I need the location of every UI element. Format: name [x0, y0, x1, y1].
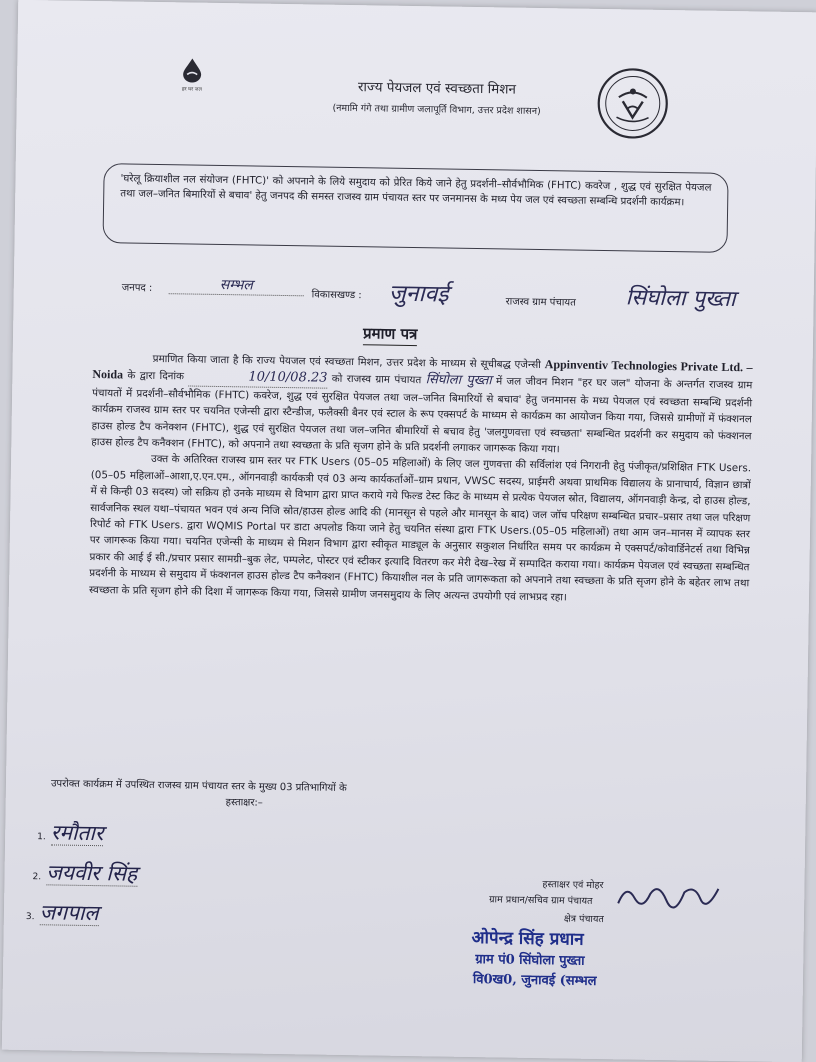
header-title: राज्य पेयजल एवं स्वच्छता मिशन: [357, 79, 517, 98]
programme-description-box: 'घरेलू क्रियाशील नल संयोजन (FHTC)' को अपनाने के लिये समुदाय को प्रेरित किये जाने हेतु प्रदर्शनी–सौर्वभौमिक (FHTC) कवरेज , शुद्ध एवं सुरक्षित पेयजल तथा जल–जनित बिमारियों से बचाव' हेतु जनपद की समस्त राजस्व ग्राम पंचायत स्तर पर जनमानस के मध्य पेय जल एवं स्वच्छता सम्बन्धि प्रदर्शनी कार्यक्रम।: [102, 163, 728, 253]
agency-name: Appinventiv Technologies Private Ltd. – Noida: [92, 357, 753, 382]
signature-number: 2.: [32, 872, 42, 883]
certificate-body: [89, 349, 753, 608]
signatures-intro-sub: हस्ताक्षर:–: [225, 797, 263, 809]
signature-name: जगपाल: [39, 900, 99, 926]
signatures-intro: [51, 776, 511, 815]
block-label: विकासखण्ड :: [311, 289, 362, 302]
water-drop-icon: [181, 57, 203, 83]
logo-tagline: हर घर जल: [181, 86, 202, 93]
body-gp-prefix: को राजस्व ग्राम पंचायत: [331, 373, 422, 387]
signature-2: [32, 858, 292, 890]
stamp-line-3: वि0ख0, जुनावई (सम्भल: [472, 972, 597, 989]
body-date-prefix: के द्वारा दिनांक: [127, 369, 185, 383]
gram-panchayat-value: सिंघोला पुख्ता: [625, 285, 736, 313]
body-intro: प्रमाणित किया जाता है कि राज्य पेयजल एवं स्वच्छता मिशन, उत्तर प्रदेश के माध्यम से सूचीबद्ध एजेन्सी: [152, 352, 541, 372]
signatures-intro-text: उपरोक्त कार्यक्रम में उपस्थित राजस्व ग्राम पंचायत स्तर के मुख्य 03 प्रतिभागियों के: [50, 778, 347, 795]
block-value: जुनावई: [388, 280, 449, 308]
stamp-label-2: ग्राम प्रधान/सचिव ग्राम पंचायत: [489, 894, 593, 907]
signature-name: रमौतार: [50, 820, 104, 846]
district-value: सम्भल: [169, 274, 304, 296]
signature-1: [37, 818, 267, 850]
certificate-page: [2, 0, 816, 1062]
signature-3: [26, 898, 256, 930]
header-subtitle: (नमामि गंगे तथा ग्रामीण जलापूर्ति विभाग, उत्तर प्रदेश शासन): [332, 102, 541, 118]
stamp-label-1: हस्ताक्षर एवं मोहर: [542, 879, 604, 892]
pradhan-signature-icon: [614, 877, 725, 913]
certificate-title: प्रमाण पत्र: [363, 323, 418, 346]
signature-number: 3.: [25, 912, 35, 923]
stamp-label-3: क्षेत्र पंचायत: [563, 913, 604, 926]
up-government-emblem-icon: [596, 67, 669, 140]
programme-date: 10/10/08.23: [188, 369, 327, 389]
body-paragraph-2: उक्त के अतिरिक्त राजस्व ग्राम स्तर पर FTK Users (05–05 महिलाओं) के लिए जल गुणवत्ता की सर्विलांश एवं निगरानी हेतु पंजीकृत/प्रशिक्षित FTK Users.(05–05 महिलाओं–आशा,ए.एन.एम., ऑगनवाड़ी कार्यकत्री एवं 03 अन्य कार्यकर्ताओं–ग्राम प्रधान, VWSC सदस्य, प्राईमरी अथवा प्राथमिक विद्यालय के प्रानाचार्य, विज्ञान छात्रों में से किन्ही 03 सदस्य) जो सक्रिय हो उनके माध्यम से विभाग द्वारा प्राप्त कराये गये फिल्ड टेस्ट किट के माध्यम से प्रत्येक पेयजल स्रोत, विद्यालय, ऑगनवाड़ी केन्द्र, दो हाउस होल्ड, सार्वजनिक स्थल यथा–पंचायत भवन एवं अन्य निजि स्रोत/हाउस होल्ड आदि की (मानसून से पहले और मानसून के बाद) जल जॉच परिक्षण सम्बन्धित प्रचार–प्रसार तथा जल परिक्षण रिपोर्ट को FTK Users. द्वारा WQMIS Portal पर डाटा अपलोड किया जाने हेतु चयनित संस्था द्वारा FTK Users.(05–05 महिलाओं) तथा आम जन–मानस में व्यापक स्तर पर जागरूक किया गया। चयनित एजेन्सी के माध्यम से मिशन विभाग द्वारा स्वीकृत माड्यूल के अनुसार सकुशल निर्धारित समय पर कार्यक्रम मे एक्सपर्ट/कोवार्डिनेटर्स तथा विभिन्न प्रकार की आई ई सी./प्रचार प्रसार सामग्री–बुक लेट, पम्पलेट, पोस्टर एवं स्टीकर इत्यादि वितरण कर मेरी देख–रेख में सम्पादित कराया गया। कार्यक्रम पेयजल एवं स्वच्छता सम्बन्धित प्रदर्शनी के माध्यम से समुदाय में फंक्शनल हाउस होल्ड टैप कनैक्शन (FHTC) कियाशील नल के प्रति जागरूकता को अपनाने तथा स्वच्छता के प्रति सृजग होने के बहेतर लाभ तथा स्वच्छता के प्रति सृजग होने की दिशा में जागरूक किया गया, जिससे ग्रामीण जनसमुदाय के लिए अत्यन्त उपयोगी एवं लाभप्रद रहा।: [88, 453, 752, 604]
gram-panchayat-inline: सिंघोला पुख्ता: [425, 372, 492, 389]
stamp-line-1: ओपेन्द्र सिंह प्रधान: [471, 928, 584, 950]
district-label: जनपद :: [121, 282, 153, 294]
body-paragraph-1: में जल जीवन मिशन "हर घर जल" योजना के अन्तर्गत राजस्व ग्राम पंचायतों में प्रदर्शनी–सौर्वभौमिक (FHTC) कवरेज, शुद्ध एवं सुरक्षित पेयजल तथा जल–जनित बिमारियों से बचाव' हेतु जनमानस के मध्य पेयजल एवं स्वच्छता सम्बन्धि प्रदर्शनी कार्यक्रम राजस्व ग्राम स्तर पर चयनित एजेन्सी द्वारा स्टैन्डीज, फलैक्सी बैनर एवं स्टाल के रूप एक्सपर्ट के माध्यम से कार्यक्रम का आयोजन किया गया, जिससे ग्रामीणों में फंक्शनल हाउस होल्ड टैप कनेक्शन (FHTC), शुद्ध एवं सुरक्षित पेयजल तथा जल–जनित बीमारियों से बचाव हेतु 'जलगुणवत्ता एवं स्वच्छता' सम्बन्धित प्रदर्शनी कर समुदाय को फंक्शनल हाउस होल्ड टैप कनैक्शन (FHTC), को अपनाने तथा स्वच्छता के प्रति सृजग होने के प्रति प्रदर्शनी लगाकर जागरूक किया गया।: [91, 375, 753, 456]
stamp-line-2: ग्राम पं0 सिंघोला पुख्ता: [475, 952, 585, 969]
signature-name: जयवीर सिंह: [46, 860, 138, 886]
gram-panchayat-label: राजस्व ग्राम पंचायत: [505, 296, 576, 309]
signature-number: 1.: [37, 832, 46, 843]
jjm-logo: [162, 57, 223, 116]
